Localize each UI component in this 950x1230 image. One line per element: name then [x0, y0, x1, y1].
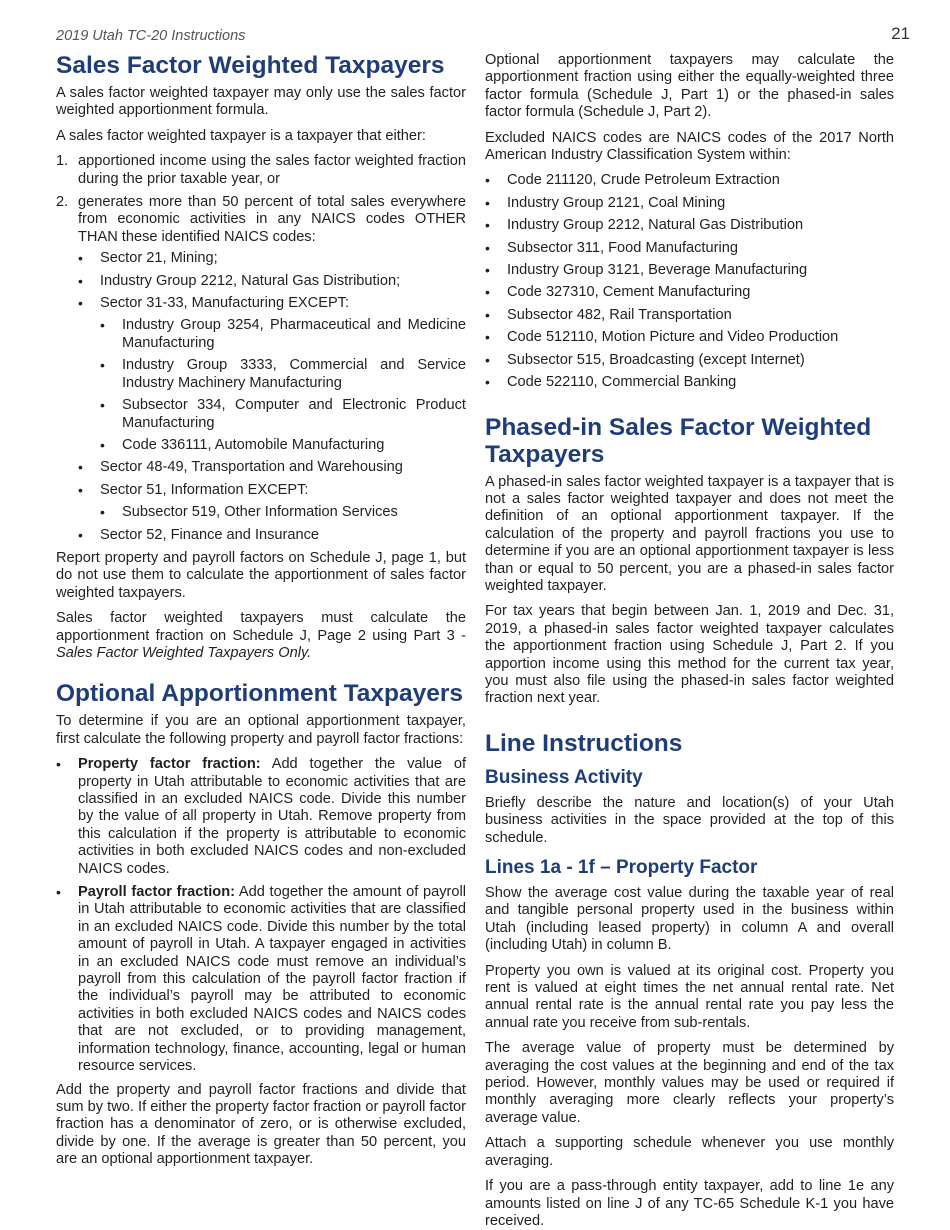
- list-item: • Industry Group 2212, Natural Gas Distribution;: [78, 272, 401, 289]
- bullet-icon: •: [100, 436, 105, 453]
- paragraph: For tax years that begin between Jan. 1, 2019 and Dec. 31, 2019, a phased-in sales factor weighted taxpayer calculates the apportionment fraction using Schedule J, Part 2. If you apportion income using this method for the current tax year, you must also file using the phased-in sales factor weighted fraction next year.: [485, 603, 894, 707]
- list-item: • Sector 21, Mining;: [78, 250, 218, 267]
- list-item: • Subsector 515, Broadcasting (except Internet): [485, 351, 805, 368]
- paragraph: Attach a supporting schedule whenever you use monthly averaging.: [485, 1135, 894, 1169]
- bullet-icon: •: [485, 329, 490, 346]
- heading-optional-apportionment-taxpayers: Optional Apportionment Taxpayers: [56, 680, 464, 708]
- list-item: • Sector 51, Information EXCEPT: • Subsector 519, Other Information Services: [78, 482, 466, 522]
- excluded-naics-list: [485, 172, 894, 391]
- bullet-icon: •: [100, 317, 105, 334]
- list-item-text: apportioned income using the sales factor weighted fraction during the prior taxable year, or: [78, 153, 466, 187]
- bullet-icon: •: [100, 504, 105, 521]
- paragraph: Briefly describe the nature and location(s) of your Utah business activities in the space provided at the top of this schedule.: [485, 794, 894, 846]
- document-header-title: 2019 Utah TC-20 Instructions: [56, 28, 246, 44]
- paragraph: A sales factor weighted taxpayer may only use the sales factor weighted apportionment formula.: [56, 85, 466, 119]
- list-item-text: generates more than 50 percent of total sales everywhere from economic activities in any NAICS codes OTHER THAN these identified NAICS codes:: [78, 194, 466, 245]
- naics-sector-list: [56, 250, 466, 544]
- list-item: • Code 327310, Cement Manufacturing: [485, 284, 751, 301]
- list-item: • Subsector 311, Food Manufacturing: [485, 239, 738, 256]
- list-item: • Industry Group 3121, Beverage Manufacturing: [485, 262, 808, 279]
- paragraph: The average value of property must be determined by averaging the cost values at the beginning and end of the tax period. However, monthly values may be used or required if monthly averaging more clearly reflects your property’s average value.: [485, 1040, 894, 1126]
- bullet-icon: •: [56, 756, 61, 773]
- bullet-icon: •: [485, 351, 490, 368]
- list-item: • Subsector 334, Computer and Electronic Product Manufacturing: [100, 397, 466, 431]
- bullet-icon: •: [78, 250, 83, 267]
- numbered-list: [56, 153, 466, 544]
- information-exceptions-list: [100, 504, 466, 521]
- list-number: 2.: [56, 194, 69, 211]
- bullet-icon: •: [100, 357, 105, 374]
- paragraph: Report property and payroll factors on Schedule J, page 1, but do not use them to calculate the apportionment of sales factor weighted taxpayers.: [56, 549, 466, 601]
- bullet-icon: •: [485, 306, 490, 323]
- heading-sales-factor-weighted-taxpayers: Sales Factor Weighted Taxpayers: [56, 52, 445, 79]
- list-item: [56, 194, 466, 544]
- paragraph: If you are a pass-through entity taxpayer, add to line 1e any amounts listed on line J of any TC-65 Schedule K-1 you have received.: [485, 1178, 894, 1229]
- list-item: • Code 336111, Automobile Manufacturing: [100, 436, 385, 453]
- heading-business-activity: Business Activity: [485, 766, 643, 788]
- list-item: • Industry Group 3333, Commercial and Service Industry Machinery Manufacturing: [100, 357, 466, 391]
- list-item: • Sector 31-33, Manufacturing EXCEPT: • Industry Group 3254, Pharmaceutical and Medicine Manufacturing • Industry Group 3333, Commercial and Service Industry Machinery Manufacturing • Subsector 334, Computer and Electronic Product Manufacturing • Code 336111, Automobile Manufacturing: [78, 295, 466, 453]
- bullet-icon: •: [78, 459, 83, 476]
- bullet-icon: •: [100, 397, 105, 414]
- paragraph: Property you own is valued at its original cost. Property you rent is valued at eight times the net annual rental rate. Net annual rental rate is the annual rental rate you pay less the annual rate you receive from sub-rentals.: [485, 962, 894, 1031]
- paragraph: A sales factor weighted taxpayer is a taxpayer that either:: [56, 127, 426, 144]
- list-item: • Subsector 519, Other Information Services: [100, 504, 398, 521]
- list-item: • Industry Group 2121, Coal Mining: [485, 194, 726, 211]
- heading-phased-in-sales-factor-weighted-taxpayers: Phased-in Sales Factor Weighted Taxpayers: [485, 413, 872, 468]
- paragraph: Excluded NAICS codes are NAICS codes of the 2017 North American Industry Classification System within:: [485, 129, 894, 164]
- bullet-icon: •: [485, 284, 490, 301]
- list-item: • Industry Group 2212, Natural Gas Distribution: [485, 217, 804, 234]
- bullet-icon: •: [78, 526, 83, 543]
- heading-property-factor: Lines 1a - 1f – Property Factor: [485, 857, 758, 878]
- bullet-icon: •: [78, 481, 83, 498]
- manufacturing-exceptions-list: [100, 317, 466, 454]
- list-item: • Sector 48-49, Transportation and Warehousing: [78, 459, 403, 476]
- factor-fraction-list: [56, 756, 466, 1075]
- bullet-icon: •: [485, 239, 490, 256]
- list-item: • Code 512110, Motion Picture and Video Production: [485, 329, 839, 346]
- paragraph: Add the property and payroll factor fractions and divide that sum by two. If either the property factor fraction or payroll factor fraction has a denominator of zero, or is otherwise excluded, divide by one. If the average is greater than 50 percent, you are an optional apportionment taxpayer.: [56, 1081, 466, 1168]
- bullet-icon: •: [485, 217, 490, 234]
- left-column: [56, 52, 466, 1177]
- bullet-icon: •: [485, 172, 490, 189]
- list-item: • Code 211120, Crude Petroleum Extraction: [485, 172, 780, 189]
- paragraph: To determine if you are an optional apportionment taxpayer, first calculate the following property and payroll factor fractions:: [56, 713, 466, 747]
- bullet-icon: •: [485, 262, 490, 279]
- list-item: [56, 153, 466, 188]
- list-item: • Payroll factor fraction: Add together the amount of payroll in Utah attributable to economic activities that are classified in an excluded NAICS code. Divide this number by the total amount of payroll in Utah. A taxpayer engaged in activities in an excluded NAICS code must remove an individual’s payroll from this calculation of the payroll factor fraction if the individual’s payroll may be attributed to economic activities in both excluded NAICS codes and NAICS codes that are not excluded, or to providing management, information technology, finance, accounting, legal or human resource services.: [56, 884, 466, 1075]
- list-item: • Property factor fraction: Add together the value of property in Utah attributable to economic activities that are classified in an excluded NAICS code. Divide this number by the value of all property in Utah. Remove property from this calculation if the property is attributable to economic activities in both excluded NAICS codes and non-excluded NAICS codes.: [56, 756, 466, 877]
- heading-line-instructions: Line Instructions: [485, 729, 683, 757]
- bullet-icon: •: [485, 374, 490, 391]
- right-column: [485, 52, 894, 1230]
- page-number: 21: [891, 24, 910, 43]
- bullet-icon: •: [78, 295, 83, 312]
- list-item: • Code 522110, Commercial Banking: [485, 374, 737, 391]
- list-item: • Industry Group 3254, Pharmaceutical and Medicine Manufacturing: [100, 317, 466, 351]
- paragraph: A phased-in sales factor weighted taxpayer is a taxpayer that is not a sales factor weighted taxpayer and does not meet the definition of an optional apportionment taxpayer. If the calculation of the property and payroll fractions you use to determine if you are an optional apportionment taxpayer is less than or equal to 50 percent, you are a phased-in sales factor weighted taxpayer.: [485, 473, 894, 594]
- bullet-icon: •: [485, 194, 490, 211]
- bullet-icon: •: [78, 272, 83, 289]
- paragraph: Optional apportionment taxpayers may calculate the apportionment fraction using either the equally-weighted three factor formula (Schedule J, Part 1) or the phased-in sales factor formula (Schedule J, Part 2).: [485, 52, 894, 121]
- list-item: • Subsector 482, Rail Transportation: [485, 306, 732, 323]
- paragraph: Show the average cost value during the taxable year of real and tangible personal property used in the business within Utah (including leased property) in column A and overall (including Utah) in column B.: [485, 885, 894, 954]
- bullet-icon: •: [56, 884, 61, 901]
- list-number: 1.: [56, 153, 69, 170]
- paragraph: Sales factor weighted taxpayers must calculate the apportionment fraction on Schedule J, Page 2 using Part 3 - Sales Factor Weighted Taxpayers Only.: [56, 610, 466, 661]
- list-item: • Sector 52, Finance and Insurance: [78, 526, 320, 543]
